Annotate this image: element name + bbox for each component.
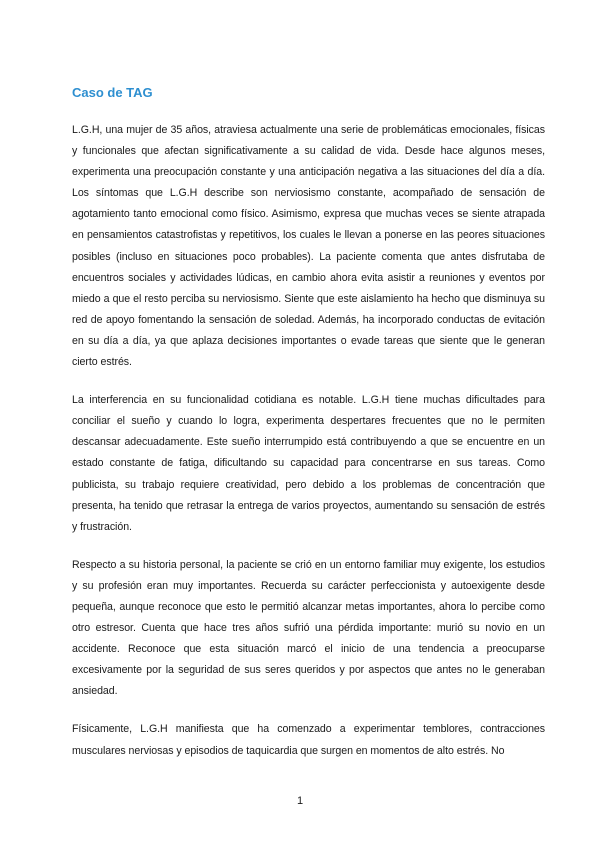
paragraph-physical: Físicamente, L.G.H manifiesta que ha comenzado a experimentar temblores, contracciones musculares nerviosas y episodios de taquicardia que surgen en momentos de alto estrés. No (72, 723, 545, 757)
paragraph-intro: L.G.H, una mujer de 35 años, atraviesa actualmente una serie de problemáticas emocionales, físicas y funcionales que afectan significativamente a su calidad de vida. Desde hace algunos meses, experimenta una preocupación constante y una anticipación negativa a las situaciones del día a día. Los síntomas que L.G.H describe son nerviosismo constante, acompañado de sensación de agotamiento tanto emocional como físico. Asimismo, expresa que muchas veces se siente atrapada en pensamientos catastrofistas y repetitivos, los cuales le llevan a ponerse en las peores situaciones posibles (incluso en situaciones poco probables). La paciente comenta que antes disfrutaba de encuentros sociales y actividades lúdicas, en cambio ahora evita asistir a reuniones y eventos por miedo a que el resto perciba su nerviosismo. Siente que este aislamiento ha hecho que disminuya su red de apoyo fomentando la sensación de soledad. Además, ha incorporado conductas de evitación en su día a día, ya que aplaza decisiones importantes o evade tareas que siente que le generan cierto estrés. (72, 124, 545, 369)
paragraph-interference: La interferencia en su funcionalidad cotidiana es notable. L.G.H tiene muchas dificultades para conciliar el sueño y cuando lo logra, experimenta despertares frecuentes que no le permiten descansar adecuadamente. Este sueño interrumpido está contribuyendo a que se encuentre en un estado constante de fatiga, dificultando su capacidad para concentrarse en sus tareas. Como publicista, su trabajo requiere creatividad, pero debido a los problemas de concentración que presenta, ha tenido que retrasar la entrega de varios proyectos, aumentando su sensación de estrés y frustración. (72, 394, 545, 533)
document-title: Caso de TAG (72, 85, 153, 100)
page-number: 1 (296, 795, 304, 807)
paragraph-history: Respecto a su historia personal, la paciente se crió en un entorno familiar muy exigente, los estudios y su profesión eran muy importantes. Recuerda su carácter perfeccionista y autoexigente desde pequeña, aunque reconoce que esto le permitió alcanzar metas importantes, ahora lo percibe como otro estresor. Cuenta que hace tres años sufrió una pérdida importante: murió su novio en un accidente. Reconoce que esta situación marcó el inicio de una tendencia a preocuparse excesivamente por la seguridad de sus seres queridos y por aspectos que antes no le generaban ansiedad. (72, 558, 545, 698)
document-body (72, 120, 545, 779)
